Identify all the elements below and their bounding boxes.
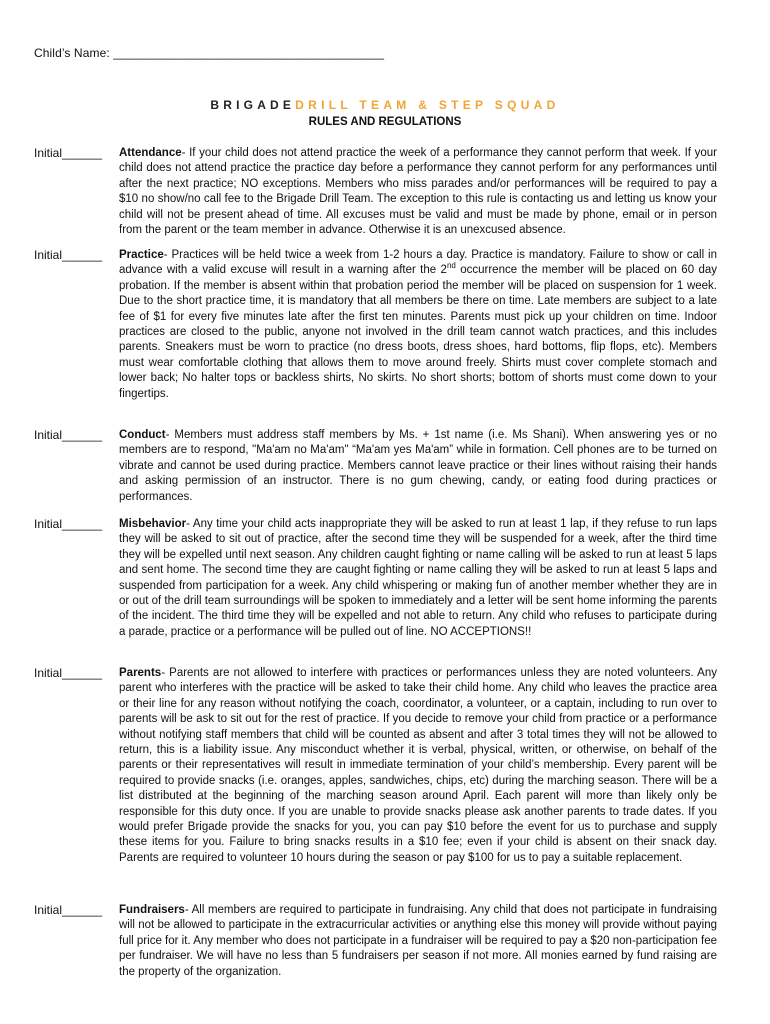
rule-body-practice-a: - Practices will be held twice a week from 1-2 hours a day. Practice is mandatory. Failure to show or call in advance with a valid excuse will result in a warning after the 2 [119,249,717,277]
initial-field-conduct[interactable]: Initial______ [34,428,103,442]
rule-text-practice [119,248,717,402]
rule-title-attendance: Attendance [119,147,182,159]
rule-body-parents: - Parents are not allowed to interfere with practices or performances unless they are noted volunteers. Any parent who interferes with the practice will be asked to take their child home. Any child who leaves the practice area or their line for any reason without notifying the coach, coordinator, a volunteer, or a captain, including to run over to parents will be ask to sit out for the rest of practice. If you decide to remove your child from practice or a performance without notifying staff members that child will be counted as absent and after 3 total times they will not be allowed to return, this is a liability issue. Any misconduct whether it is verbal, physical, written, or otherwise, on behalf of the parents or their representatives will result in immediate termination of your child’s membership. Every parent will be required to provide snacks (i.e. oranges, apples, sandwiches, chips, etc) during the marching season. There will be a list distributed at the beginning of the marching season around April. Each parent will more than likely only be responsible for this duty once. If you are unable to provide snacks please ask another parents to trade dates. If you would prefer Brigade provide the snacks for you, you can pay $10 before the event for us to purchase and supply these items for you. Failure to bring snacks results in a $10 fee; even if your child is absent on their snack day. Parents are required to volunteer 10 hours during the season or pay $100 for us to pay a suitable replacement. [119,667,717,864]
initial-field-attendance[interactable]: Initial______ [34,146,103,160]
rule-body-attendance: - If your child does not attend practice the week of a performance they cannot perform that week. If your child does not attend practice the practice day before a performance they cannot perform for any performances until after the next practice; NO exceptions. Members who miss parades and/or performances will be required to pay a $10 no show/no call fee to the Brigade Drill Team. The exception to this rule is contacting us and letting us know your child will not be present ahead of time. All excuses must be valid and must be made by phone, email or in person from the parent or the team member in advance. Otherwise it is an unexcused absence. [119,147,717,237]
rule-body-fundraisers: - All members are required to participate in fundraising. Any child that does not participate in fundraising will not be allowed to participate in the extracurricular activities or anything else this money will provide without paying full price for it. Any member who does not participate in a fundraiser will be required to pay a $20 non-participation fee per fundraiser. We will have no less than 5 fundraisers per season if not more. All monies earned by fund raising are the property of the organization. [119,904,717,978]
rule-body-misbehavior: - Any time your child acts inappropriate they will be asked to run at least 1 lap, if they refuse to run laps they will be asked to sit out of practice, after the second time they will be suspended for a week, after the third time they will be expelled until next season. Any children caught fighting or name calling will be asked to run at least 5 laps and sent home. The second time they are caught fighting or name calling they will be asked to run at least 5 laps and suspended from participation for a week. Any child whispering or making fun of another member whether they are in or out of the drill team surroundings will be spoken to immediately and a letter will be sent home informing the parents of the incident. The third time they will be expelled and not able to return. Any child who refuses to participate during a parade, practice or a performance will be pulled out of line. NO ACCEPTIONS!! [119,518,717,638]
rule-title-misbehavior: Misbehavior [119,518,187,530]
rule-body-conduct: - Members must address staff members by Ms. + 1st name (i.e. Ms Shani). When answering yes or no members are to respond, "Ma'am no Ma'am" “Ma'am yes Ma'am” while in formation. Cell phones are to be turned on vibrate and cannot be used during practice. Members cannot leave practice or their lines without raising their hands and asking permission of an instructor. There is no gum chewing, candy, or eating food during practices or performances. [119,429,717,503]
initial-field-misbehavior[interactable]: Initial______ [34,517,103,531]
rule-text-misbehavior [119,517,717,640]
initial-field-practice[interactable]: Initial______ [34,248,103,262]
rule-text-attendance [119,146,717,238]
initial-field-fundraisers[interactable]: Initial______ [34,903,103,917]
document-subtitle: RULES AND REGULATIONS [308,116,462,128]
rule-text-conduct [119,428,717,505]
rule-title-conduct: Conduct [119,429,166,441]
rule-title-practice: Practice [119,249,164,261]
rule-body-practice-b: occurrence the member will be placed on 60 day probation. If the member is absent within that probation period the member will be placed on suspension for 1 week. Due to the short practice time, it is mandatory that all members be there on time. Late members are subject to a late fee of $1 for every five minutes late after the first ten minutes. Parents must pick up your children on time. Indoor practices are closed to the public, anyone not involved in the drill team cannot watch practices, and this includes parents. Sneakers must be worn to practice (no dress boots, dress shoes, hard bottoms, flip flops, etc). Members must wear comfortable clothing that allows them to move around freely. Shirts must cover complete stomach and lower back; No halter tops or backless shirts, No skirts. No short shorts; bottom of shorts must come down to your fingertips. [119,264,717,400]
rule-title-parents: Parents [119,667,162,679]
rule-body-practice-sup: nd [446,261,456,271]
rule-text-fundraisers [119,903,717,980]
title-brigade: BRIGADE [210,98,296,112]
document-title [0,98,770,112]
rule-title-fundraisers: Fundraisers [119,904,185,916]
initial-field-parents[interactable]: Initial______ [34,666,103,680]
title-drill-team: DRILL TEAM & STEP SQUAD [295,98,560,112]
child-name-field[interactable]: Child’s Name: ________________________________________ [34,46,385,60]
rule-text-parents [119,666,717,866]
